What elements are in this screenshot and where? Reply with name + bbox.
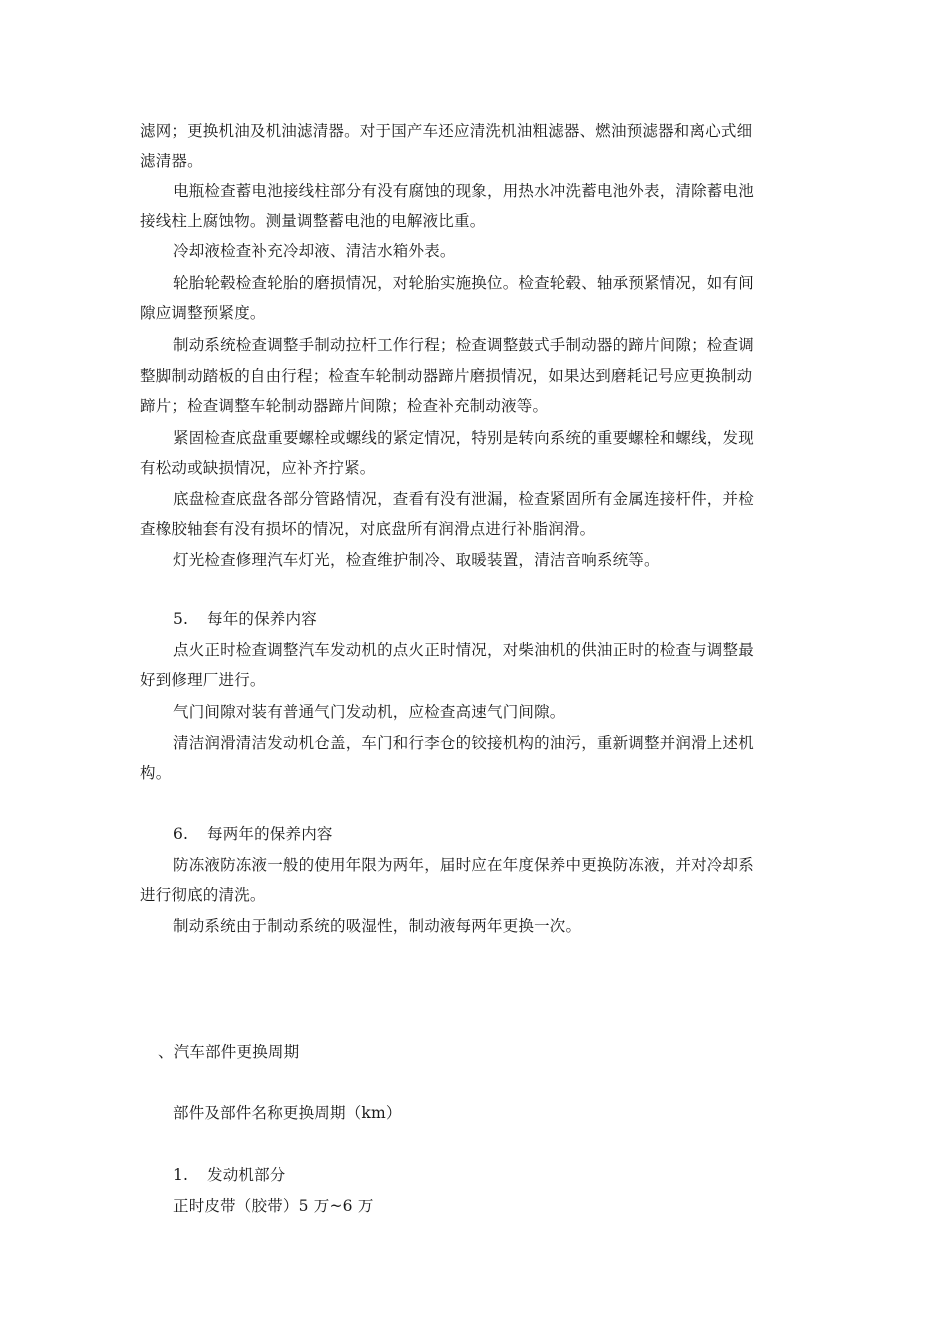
paragraph-line: 好到修理厂进行。	[140, 671, 266, 689]
group-title: 发动机部分	[207, 1166, 286, 1184]
section-heading-yearly	[173, 609, 317, 629]
paragraph-tire-line: 轮胎轮毂检查轮胎的磨损情况，对轮胎实施换位。检查轮毂、轴承预紧情况，如有间	[173, 274, 754, 292]
paragraph-line: 构。	[140, 764, 172, 782]
parts-row: 正时皮带（胶带）5 万~6 万	[173, 1197, 374, 1215]
paragraph-lubrication-line: 清洁润滑清洁发动机仓盖，车门和行李仓的铰接机构的油污，重新调整并润滑上述机	[173, 734, 754, 752]
paragraph-lights-line: 灯光检查修理汽车灯光，检查维护制冷、取暖装置，清洁音响系统等。	[173, 551, 660, 569]
paragraph-line: 接线柱上腐蚀物。测量调整蓄电池的电解液比重。	[140, 212, 486, 230]
paragraph-ignition-line: 点火正时检查调整汽车发动机的点火正时情况，对柴油机的供油正时的检查与调整最	[173, 641, 754, 659]
parts-group-heading	[173, 1165, 286, 1185]
paragraph-line: 有松动或缺损情况，应补齐拧紧。	[140, 459, 376, 477]
paragraph-line: 滤网；更换机油及机油滤清器。对于国产车还应清洗机油粗滤器、燃油预滤器和离心式细	[140, 122, 753, 140]
group-number: 1.	[173, 1166, 189, 1184]
paragraph-brake-fluid-line: 制动系统由于制动系统的吸湿性，制动液每两年更换一次。	[173, 917, 582, 935]
paragraph-coolant-line: 冷却液检查补充冷却液、清洁水箱外表。	[173, 242, 456, 260]
paragraph-line: 查橡胶轴套有没有损坏的情况，对底盘所有润滑点进行补脂润滑。	[140, 520, 596, 538]
paragraph-fastening-line: 紧固检查底盘重要螺栓或螺线的紧定情况，特别是转向系统的重要螺栓和螺线，发现	[173, 429, 754, 447]
section-number: 6.	[173, 825, 189, 843]
section-title: 每两年的保养内容	[207, 825, 333, 843]
section-title: 每年的保养内容	[207, 610, 317, 628]
paragraph-line: 隙应调整预紧度。	[140, 304, 266, 322]
paragraph-battery-line: 电瓶检查蓄电池接线柱部分有没有腐蚀的现象，用热水冲洗蓄电池外表，清除蓄电池	[173, 182, 754, 200]
paragraph-valve-line: 气门间隙对装有普通气门发动机，应检查高速气门间隙。	[173, 703, 566, 721]
section-number: 5.	[173, 610, 189, 628]
paragraph-line: 进行彻底的清洗。	[140, 886, 266, 904]
parts-replacement-heading: 、汽车部件更换周期	[158, 1043, 300, 1061]
parts-table-header: 部件及部件名称更换周期（km）	[173, 1104, 402, 1122]
paragraph-antifreeze-line: 防冻液防冻液一般的使用年限为两年，届时应在年度保养中更换防冻液，并对冷却系	[173, 856, 754, 874]
paragraph-line: 滤清器。	[140, 152, 203, 170]
paragraph-line: 蹄片；检查调整车轮制动器蹄片间隙；检查补充制动液等。	[140, 397, 549, 415]
paragraph-brake-line: 制动系统检查调整手制动拉杆工作行程；检查调整鼓式手制动器的蹄片间隙；检查调	[173, 336, 754, 354]
section-heading-biennial	[173, 824, 333, 844]
paragraph-line: 整脚制动踏板的自由行程；检查车轮制动器蹄片磨损情况，如果达到磨耗记号应更换制动	[140, 367, 753, 385]
paragraph-chassis-line: 底盘检查底盘各部分管路情况，查看有没有泄漏，检查紧固所有金属连接杆件，并检	[173, 490, 754, 508]
